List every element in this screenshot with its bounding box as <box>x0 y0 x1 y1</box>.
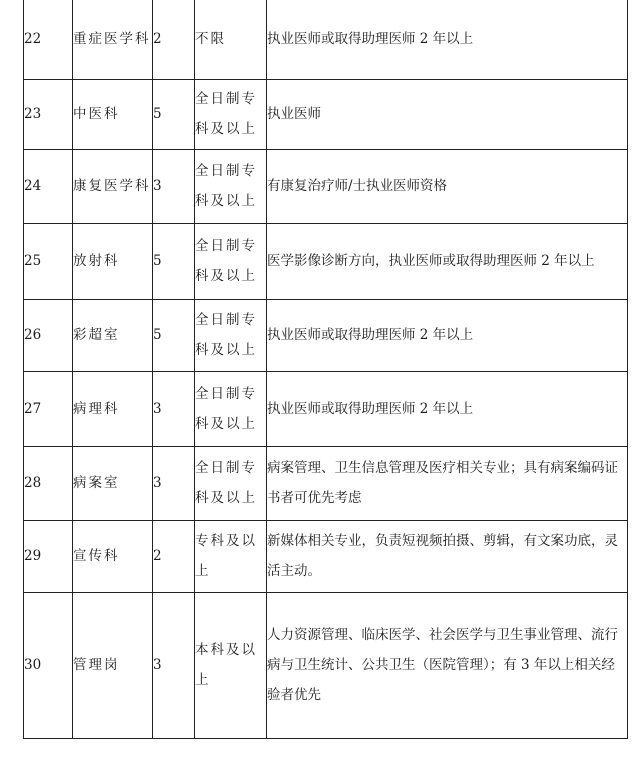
department: 宣传科 <box>73 520 153 592</box>
education: 全日制专科及以上 <box>195 371 267 446</box>
table-row <box>24 299 628 371</box>
requirements: 医学影像诊断方向，执业医师或取得助理医师 2 年以上 <box>267 223 628 299</box>
requirements: 新媒体相关专业，负责短视频拍摄、剪辑，有文案功底，灵活主动。 <box>267 520 628 592</box>
department: 康复医学科 <box>73 149 153 223</box>
requirements: 执业医师或取得助理医师 2 年以上 <box>267 371 628 446</box>
education: 全日制专科及以上 <box>195 446 267 520</box>
department: 管理岗 <box>73 592 153 738</box>
table-row <box>24 79 628 149</box>
headcount: 3 <box>153 371 195 446</box>
requirements: 人力资源管理、临床医学、社会医学与卫生事业管理、流行病与卫生统计、公共卫生（医院管理）；有 3 年以上相关经验者优先 <box>267 592 628 738</box>
row-number: 27 <box>24 371 73 446</box>
education: 专科及以上 <box>195 520 267 592</box>
table-row <box>24 520 628 592</box>
education: 全日制专科及以上 <box>195 223 267 299</box>
education: 不限 <box>195 0 267 79</box>
table-row <box>24 0 628 79</box>
department: 彩超室 <box>73 299 153 371</box>
headcount: 3 <box>153 149 195 223</box>
row-number: 25 <box>24 223 73 299</box>
headcount: 5 <box>153 223 195 299</box>
department: 放射科 <box>73 223 153 299</box>
row-number: 29 <box>24 520 73 592</box>
headcount: 5 <box>153 299 195 371</box>
row-number: 22 <box>24 0 73 79</box>
department: 病理科 <box>73 371 153 446</box>
row-number: 24 <box>24 149 73 223</box>
row-number: 23 <box>24 79 73 149</box>
headcount: 2 <box>153 520 195 592</box>
row-number: 26 <box>24 299 73 371</box>
recruitment-table <box>23 0 628 739</box>
department: 病案室 <box>73 446 153 520</box>
education: 全日制专科及以上 <box>195 79 267 149</box>
table-row <box>24 592 628 738</box>
requirements: 执业医师或取得助理医师 2 年以上 <box>267 0 628 79</box>
row-number: 30 <box>24 592 73 738</box>
headcount: 3 <box>153 446 195 520</box>
department: 中医科 <box>73 79 153 149</box>
education: 全日制专科及以上 <box>195 149 267 223</box>
table-row <box>24 371 628 446</box>
requirements: 执业医师 <box>267 79 628 149</box>
table-row <box>24 149 628 223</box>
row-number: 28 <box>24 446 73 520</box>
table-row <box>24 446 628 520</box>
headcount: 3 <box>153 592 195 738</box>
requirements: 执业医师或取得助理医师 2 年以上 <box>267 299 628 371</box>
education: 全日制专科及以上 <box>195 299 267 371</box>
table-row <box>24 223 628 299</box>
department: 重症医学科 <box>73 0 153 79</box>
headcount: 2 <box>153 0 195 79</box>
headcount: 5 <box>153 79 195 149</box>
requirements: 有康复治疗师/士执业医师资格 <box>267 149 628 223</box>
requirements: 病案管理、卫生信息管理及医疗相关专业；具有病案编码证书者可优先考虑 <box>267 446 628 520</box>
education: 本科及以上 <box>195 592 267 738</box>
